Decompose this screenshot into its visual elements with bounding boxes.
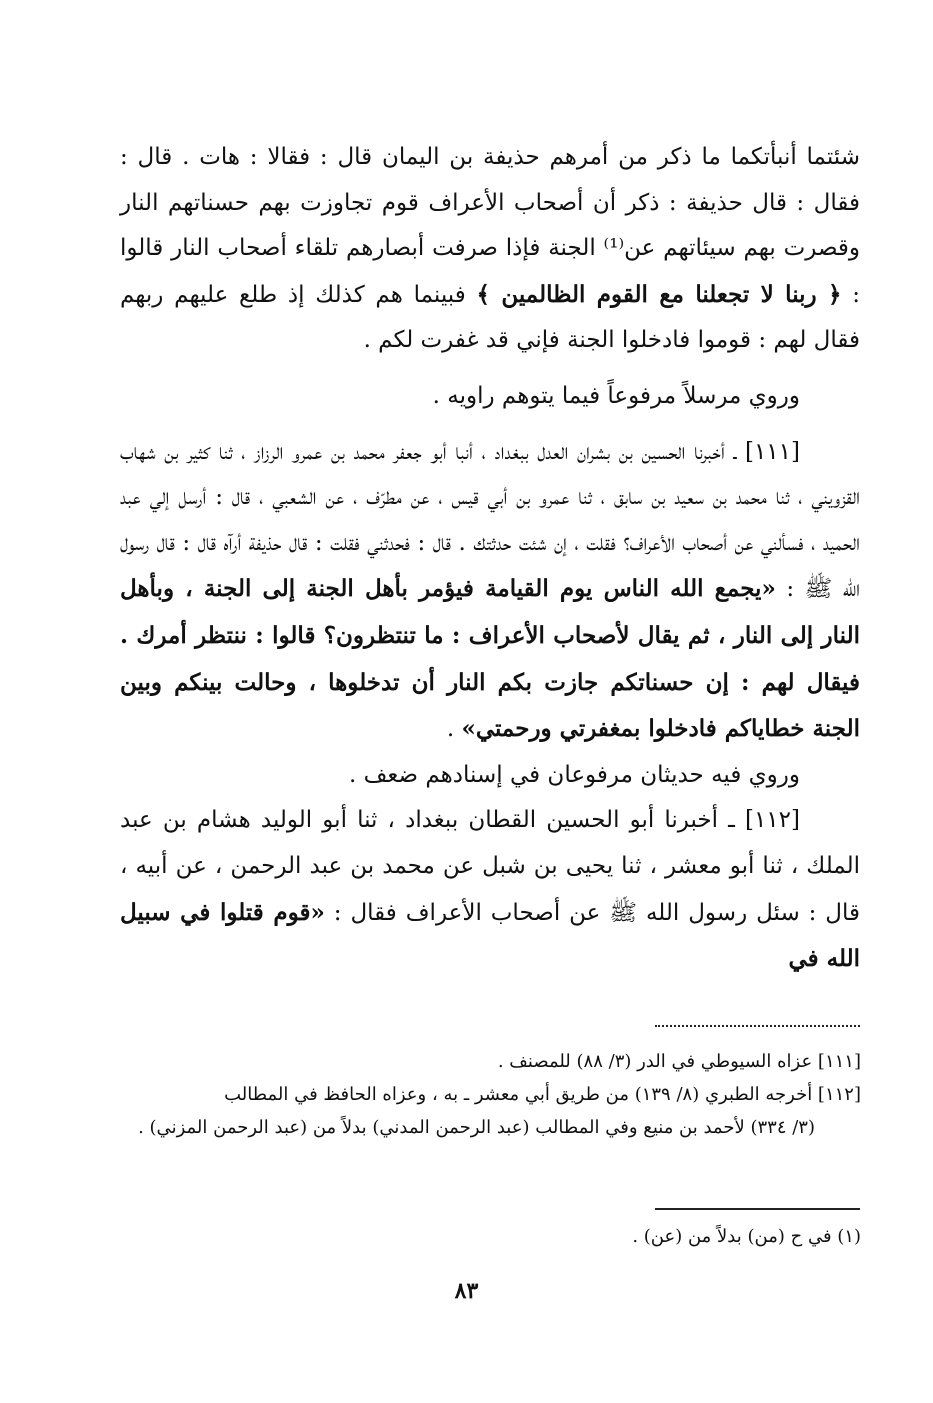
paragraph-text: شئتما أنبأتكما ما ذكر من أمرهم حذيفة بن اليمان قال : فقالا : هات . قال : فقال : قال حذيفة : ذكر أن أصحاب الأعراف قوم تجاوزت بهم حسناتهم النار وقصرت بهم سيئاتهم عن⁽¹⁾ الجنة فإذا صرفت أبصارهم تلقاء أصحاب النار قالوا : (120, 144, 861, 308)
punctuation: . (446, 716, 462, 743)
paragraph-hudhayfah (120, 135, 860, 364)
notes-separator (655, 1025, 860, 1027)
isnad-text: [١١٢] ـ أخبرنا أبو الحسين القطان ببغداد ، ثنا أبو الوليد هشام بن عبد الملك ، ثنا أبو معشر ، ثنا يحيى بن شبل عن محمد بن عبد الرحمن ، عن أبيه ، قال : سئل رسول الله ﷺ عن أصحاب الأعراف فقال : (120, 807, 861, 926)
hadith-text: «قوم قتلوا في سبيل الله في (120, 898, 860, 973)
takhrij-notes (118, 1045, 861, 1144)
page-number: ٨٣ (454, 1278, 479, 1304)
note-112: [١١٢] أخرجه الطبري (٨/ ١٣٩) من طريق أبي معشر ـ به ، وعزاه الحافظ في المطالب (224, 1084, 861, 1105)
main-text (120, 135, 860, 983)
footnote: (١) في ح (من) بدلاً من (عن) . (632, 1226, 861, 1247)
isnad-text: [١١١] ـ أخبرنا الحسين بن بشران العدل ببغداد ، أنبا أبو جعفر محمد بن عمرو الرزاز ، ثنا كثير بن شهاب القزويني ، ثنا محمد بن سعيد بن سابق ، ثنا عمرو بن أبي قيس ، عن مطرّف ، عن الشعبي ، قال : أرسل إلي عبد الحميد ، فسألني عن أصحاب الأعراف؟ فقلت ، إن شئت حدثتك . قال : فحدثني فقلت : قال حذيفة أرآه قال : قال رسول الله ﷺ : (120, 438, 860, 603)
paragraph-text: فبينما هم كذلك إذ طلع عليهم ربهم فقال لهم : قوموا فادخلوا الجنة فإني قد غفرت لكم . (120, 281, 860, 354)
paragraph-111 (120, 430, 860, 753)
footnote-separator (655, 1208, 860, 1210)
note-112-continued: (٣/ ٣٣٤) لأحمد بن منيع وفي المطالب (عبد الرحمن المدني) بدلاً من (عبد الرحمن المزني) . (138, 1117, 815, 1138)
quran-verse: ﴿ ربنا لا تجعلنا مع القوم الظالمين ﴾ (476, 280, 842, 308)
paragraph-two-hadiths: وروي فيه حديثان مرفوعان في إسنادهم ضعف . (348, 761, 800, 788)
note-111: [١١١] عزاه السيوطي في الدر (٣/ ٨٨) للمصنف . (497, 1051, 861, 1072)
paragraph-112 (120, 798, 860, 982)
paragraph-mursal: وروي مرسلاً مرفوعاً فيما يتوهم راويه . (432, 382, 800, 409)
hadith-text: «يجمع الله الناس يوم القيامة فيؤمر بأهل الجنة إلى الجنة ، وبأهل النار إلى النار ، ثم يقال لأصحاب الأعراف : ما تنتظرون؟ قالوا : ننتظر أمرك . فيقال لهم : إن حسناتكم جازت بكم النار أن تدخلوها ، وحالت بينكم وبين الجنة خطاياكم فادخلوا بمغفرتي ورحمتي» (120, 575, 860, 743)
